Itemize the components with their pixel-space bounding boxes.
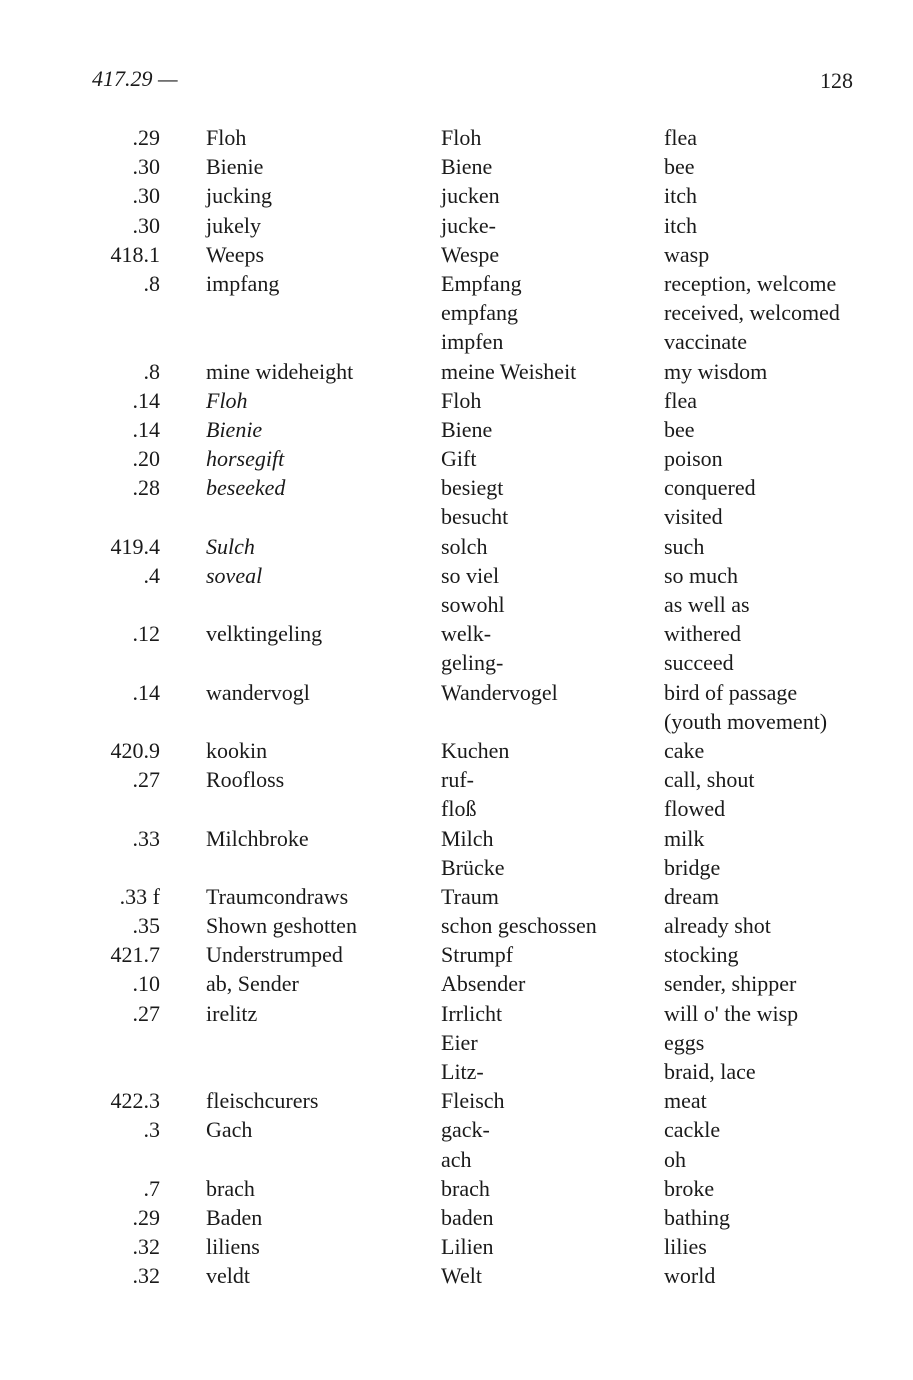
glossary-row	[0, 999, 913, 1028]
german-term: meine Weisheit	[441, 358, 577, 384]
source-word: kookin	[206, 737, 268, 763]
running-head-reference: 417.29 —	[92, 66, 178, 91]
glossary-row	[0, 648, 913, 677]
german-term: besiegt	[441, 475, 504, 501]
german-term: Lilien	[441, 1234, 494, 1260]
english-meaning: conquered	[664, 475, 756, 501]
glossary-row	[0, 532, 913, 561]
source-word: Traumcondraws	[206, 883, 349, 909]
glossary-row	[0, 444, 913, 473]
glossary-row	[0, 1115, 913, 1144]
reference-number: .27	[132, 1000, 160, 1026]
english-meaning: so much	[664, 562, 738, 588]
reference-number: .29	[132, 125, 160, 150]
german-term: besucht	[441, 504, 509, 530]
reference-number: .3	[143, 1117, 160, 1143]
source-word: Understrumped	[206, 942, 343, 968]
glossary-row	[0, 1203, 913, 1232]
english-meaning: bird of passage	[664, 679, 798, 705]
english-meaning: bridge	[664, 854, 721, 880]
glossary-row	[0, 1261, 913, 1290]
source-word: Sulch	[206, 533, 255, 559]
german-term: impfen	[441, 329, 504, 355]
glossary-row	[0, 1174, 913, 1203]
german-term: floß	[441, 796, 477, 822]
glossary-row	[0, 882, 913, 911]
glossary-row	[0, 853, 913, 882]
reference-number: .8	[143, 270, 160, 296]
english-meaning: flea	[664, 387, 697, 413]
german-term: welk-	[441, 621, 492, 647]
glossary-row	[0, 678, 913, 707]
english-meaning: bee	[664, 154, 695, 180]
german-term: Absender	[441, 971, 526, 997]
reference-number: 418.1	[110, 241, 160, 267]
german-term: solch	[441, 533, 488, 559]
source-word: brach	[206, 1175, 255, 1201]
reference-number: .14	[132, 416, 160, 442]
english-meaning: eggs	[664, 1029, 705, 1055]
glossary-row	[0, 1057, 913, 1086]
german-term: ach	[441, 1146, 472, 1172]
glossary-row	[0, 327, 913, 356]
glossary-table	[0, 123, 913, 1291]
source-word: Floh	[206, 125, 247, 150]
source-word: velktingeling	[206, 621, 323, 647]
source-word: Roofloss	[206, 767, 285, 793]
reference-number: .14	[132, 679, 160, 705]
english-meaning: cake	[664, 737, 705, 763]
german-term: so viel	[441, 562, 500, 588]
english-meaning: withered	[664, 621, 741, 647]
reference-number: .20	[132, 446, 160, 472]
english-meaning: vaccinate	[664, 329, 748, 355]
reference-number: .35	[132, 913, 160, 939]
source-word: ab, Sender	[206, 971, 299, 997]
source-word: impfang	[206, 270, 280, 296]
english-meaning: sender, shipper	[664, 971, 797, 997]
reference-number: .27	[132, 767, 160, 793]
english-meaning: already shot	[664, 913, 771, 939]
english-meaning: received, welcomed	[664, 300, 840, 326]
page-number: 128	[820, 68, 853, 93]
german-term: Fleisch	[441, 1088, 505, 1114]
english-meaning: milk	[664, 825, 705, 851]
german-term: Empfang	[441, 270, 522, 296]
german-term: Kuchen	[441, 737, 510, 763]
glossary-row	[0, 1028, 913, 1057]
reference-number: .8	[143, 358, 160, 384]
glossary-row	[0, 357, 913, 386]
english-meaning: flea	[664, 125, 697, 150]
glossary-row	[0, 415, 913, 444]
glossary-row	[0, 940, 913, 969]
english-meaning: cackle	[664, 1117, 721, 1143]
source-word: Shown geshotten	[206, 913, 357, 939]
german-term: Welt	[441, 1263, 482, 1289]
glossary-row	[0, 590, 913, 619]
german-term: jucken	[441, 183, 500, 209]
source-word: fleischcurers	[206, 1088, 319, 1114]
reference-number: .14	[132, 387, 160, 413]
german-term: gack-	[441, 1117, 490, 1143]
source-word: veldt	[206, 1263, 250, 1289]
glossary-row	[0, 181, 913, 210]
german-term: Biene	[441, 416, 493, 442]
german-term: Biene	[441, 154, 493, 180]
glossary-row	[0, 619, 913, 648]
english-meaning: wasp	[664, 241, 710, 267]
glossary-row	[0, 765, 913, 794]
english-meaning: succeed	[664, 650, 734, 676]
english-meaning: meat	[664, 1088, 707, 1114]
german-term: ruf-	[441, 767, 474, 793]
english-meaning: world	[664, 1263, 716, 1289]
glossary-row	[0, 1145, 913, 1174]
glossary-row	[0, 123, 913, 152]
reference-number: .32	[132, 1263, 160, 1289]
german-term: Milch	[441, 825, 494, 851]
source-word: liliens	[206, 1234, 260, 1260]
english-meaning: dream	[664, 883, 719, 909]
reference-number: .32	[132, 1234, 160, 1260]
glossary-row	[0, 1232, 913, 1261]
source-word: Weeps	[206, 241, 265, 267]
glossary-row	[0, 1086, 913, 1115]
english-meaning: such	[664, 533, 705, 559]
reference-number: .30	[132, 183, 160, 209]
german-term: Traum	[441, 883, 499, 909]
english-meaning: poison	[664, 446, 723, 472]
glossary-row	[0, 502, 913, 531]
source-word: Milchbroke	[206, 825, 309, 851]
german-term: Brücke	[441, 854, 505, 880]
glossary-row	[0, 707, 913, 736]
source-word: mine wideheight	[206, 358, 354, 384]
german-term: sowohl	[441, 592, 505, 617]
english-meaning: itch	[664, 183, 697, 209]
english-meaning: my wisdom	[664, 358, 768, 384]
english-meaning: flowed	[664, 796, 726, 822]
german-term: Irrlicht	[441, 1000, 503, 1026]
glossary-row	[0, 240, 913, 269]
reference-number: 420.9	[110, 737, 160, 763]
english-meaning: itch	[664, 212, 697, 238]
german-term: schon geschossen	[441, 913, 597, 939]
glossary-row	[0, 736, 913, 765]
source-word: beseeked	[206, 475, 286, 501]
source-word: wandervogl	[206, 679, 310, 705]
reference-number: .33	[132, 825, 160, 851]
german-term: brach	[441, 1175, 490, 1201]
german-term: Strumpf	[441, 942, 514, 968]
english-meaning: visited	[664, 504, 723, 530]
german-term: Floh	[441, 387, 482, 413]
glossary-row	[0, 298, 913, 327]
glossary-row	[0, 211, 913, 240]
source-word: Gach	[206, 1117, 253, 1143]
reference-number: .28	[132, 475, 160, 501]
reference-number: .7	[143, 1175, 160, 1201]
german-term: Litz-	[441, 1059, 484, 1084]
source-word: Baden	[206, 1204, 263, 1230]
german-term: Wandervogel	[441, 679, 558, 705]
german-term: geling-	[441, 650, 504, 676]
glossary-row	[0, 152, 913, 181]
english-meaning: broke	[664, 1175, 715, 1201]
english-meaning: stocking	[664, 942, 739, 968]
german-term: Floh	[441, 125, 482, 150]
german-term: Eier	[441, 1029, 478, 1055]
english-meaning: bee	[664, 416, 695, 442]
reference-number: 421.7	[110, 942, 160, 968]
source-word: jukely	[206, 212, 261, 238]
english-meaning: as well as	[664, 592, 750, 617]
source-word: jucking	[206, 183, 272, 209]
source-word: Floh	[206, 387, 248, 413]
english-meaning: reception, welcome	[664, 270, 837, 296]
glossary-row	[0, 824, 913, 853]
german-term: empfang	[441, 300, 518, 326]
source-word: Bienie	[206, 154, 264, 180]
german-term: baden	[441, 1204, 494, 1230]
glossary-row	[0, 473, 913, 502]
reference-number: .33 f	[119, 883, 160, 909]
reference-number: 422.3	[110, 1088, 160, 1114]
english-meaning: bathing	[664, 1204, 730, 1230]
reference-number: .29	[132, 1204, 160, 1230]
reference-number: .30	[132, 212, 160, 238]
source-word: irelitz	[206, 1000, 258, 1026]
glossary-row	[0, 269, 913, 298]
glossary-row	[0, 794, 913, 823]
reference-number: .10	[132, 971, 160, 997]
english-meaning: braid, lace	[664, 1059, 756, 1084]
glossary-row	[0, 561, 913, 590]
reference-number: .4	[143, 562, 160, 588]
german-term: jucke-	[441, 212, 496, 238]
german-term: Gift	[441, 446, 477, 472]
source-word: horsegift	[206, 446, 285, 472]
reference-number: 419.4	[110, 533, 160, 559]
source-word: soveal	[206, 562, 263, 588]
german-term: Wespe	[441, 241, 500, 267]
reference-number: .30	[132, 154, 160, 180]
glossary-row	[0, 911, 913, 940]
source-word: Bienie	[206, 416, 263, 442]
reference-number: .12	[132, 621, 160, 647]
glossary-row	[0, 386, 913, 415]
english-meaning: call, shout	[664, 767, 755, 793]
english-meaning: will o' the wisp	[664, 1000, 799, 1026]
glossary-row	[0, 969, 913, 998]
english-meaning: lilies	[664, 1234, 707, 1260]
english-meaning: (youth movement)	[664, 708, 828, 734]
english-meaning: oh	[664, 1146, 686, 1172]
